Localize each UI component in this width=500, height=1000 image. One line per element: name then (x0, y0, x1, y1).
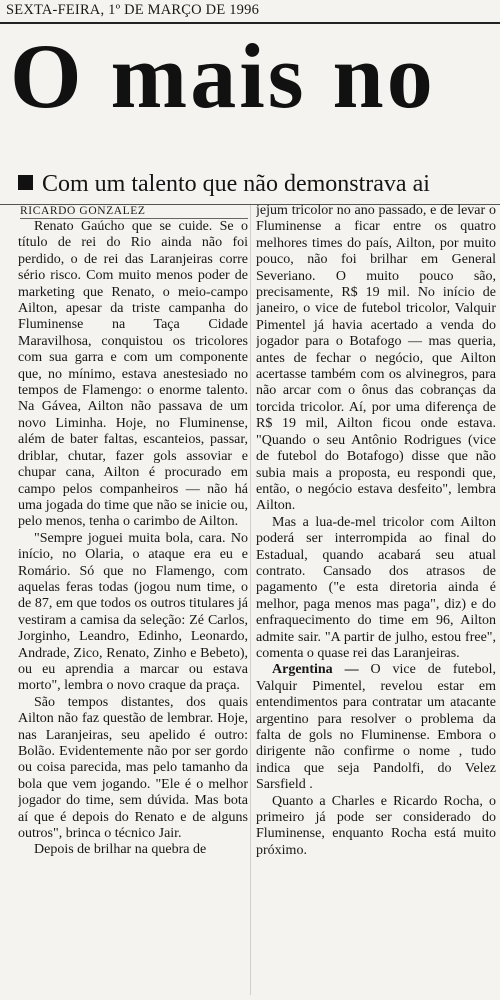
subheadline-text: Com um talento que não demonstrava ai (42, 171, 430, 197)
argentina-paragraph (256, 662, 496, 793)
section-kicker: Argentina — (272, 662, 359, 678)
byline: RICARDO GONZALEZ (20, 205, 146, 217)
paragraph: jejum tricolor no ano passado, e de levar o Fluminense a ficar entre os quatro melhores times do país, Ailton, por muito pouco, não foi brilhar em General Severiano. O muito pouco são, precisamente, R$ 19 mil. No início de janeiro, o vice de futebol tricolor, Valquir Pimentel já havia acertado a venda do jogador para o Botafogo — mas queria, antes de fechar o negócio, que Ailton acertasse também com os alvinegros, para não arcar com o ônus das cobranças da torcida tricolor. Aí, por uma diferença de R$ 19 mil, Ailton ficou onde estava. "Quando o seu Antônio Rodrigues (vice de futebol do Botafogo) disse que não subia mais a proposta, eu respondi que, então, o negócio estava desfeito", lembra Ailton. (256, 203, 496, 514)
column-gutter (250, 205, 251, 995)
paragraph: Depois de brilhar na quebra de (34, 842, 207, 858)
top-rule (0, 22, 500, 24)
argentina-text: O vice de futebol, Valquir Pimentel, revelou estar em entendimentos para contratar um atacante argentino para resolver o problema da falta de gols no Fluminense. Embora o dirigente não confirme o nome , tudo indica que seja Pandolfi, do Velez Sarsfield . (256, 662, 496, 793)
square-bullet-icon (18, 175, 33, 190)
paragraph: Renato Gaúcho que se cuide. Se o título de rei do Rio ainda não foi perdido, o de rei das Laranjeiras corre sério risco. Com muito menos poder de marketing que Renato, o meio-campo Ailton, apesar da triste campanha do Fluminense na Taça Cidade Maravilhosa, conquistou os tricolores com sua garra e com um componente que, no mínimo, estava anestesiado no tempos de Flamengo: o enorme talento. Na Gávea, Ailton não passava de um novo Liminha. Hoje, no Fluminense, além de bater faltas, escanteios, passar, driblar, chutar, fazer gols assoviar e chupar cana, Ailton é procurado em campo pelos companheiros — não há uma jogada do time que não se inicie ou, pelo menos, tenha o carimbo de Ailton. (18, 219, 248, 530)
paragraph: São tempos distantes, dos quais Ailton não faz questão de lembrar. Hoje, nas Laranjeiras, seu apelido é outro: Bolão. Evidentemente não por ser gordo ou coisa parecida, mas pelo tamanho da bola que vem jogando. "Ele é o melhor jogador do time, sem dúvida. Mas bota aí que é depois do Renato e de alguns outros", brinca o técnico Jair. (18, 694, 248, 842)
article-column-2 (256, 203, 496, 998)
article-column-1 (18, 219, 248, 998)
dateline: SEXTA-FEIRA, 1º DE MARÇO DE 1996 (6, 2, 260, 18)
subheadline (18, 170, 430, 198)
headline: O mais no (10, 25, 436, 127)
paragraph: Quanto a Charles e Ricardo Rocha, o primeiro já pode ser considerado do Fluminense, enquanto Rocha está muito próximo. (256, 793, 496, 858)
paragraph: "Sempre joguei muita bola, cara. No início, no Olaria, o ataque era eu e Romário. Só que no Flamengo, com aquelas feras todas (jogou num time, o de 87, em que todos os outros titulares já vestiram a camisa da seleção: Zé Carlos, Jorginho, Leandro, Edinho, Leonardo, Andrade, Zico, Renato, Zinho e Bebeto), ou eu aprendia a marcar ou estava morto", lembra o novo craque da praça. (18, 530, 248, 694)
paragraph: Mas a lua-de-mel tricolor com Ailton poderá ser interrompida ao final do Estadual, quando acabará seu atual contrato. Cansado dos atrasos de pagamento ("e esta diretoria ainda é melhor, paga menos mas paga", diz) e do enfraquecimento do time em 96, Ailton admite sair. "A partir de julho, estou free", comenta o quase rei das Laranjeiras. (256, 514, 496, 661)
